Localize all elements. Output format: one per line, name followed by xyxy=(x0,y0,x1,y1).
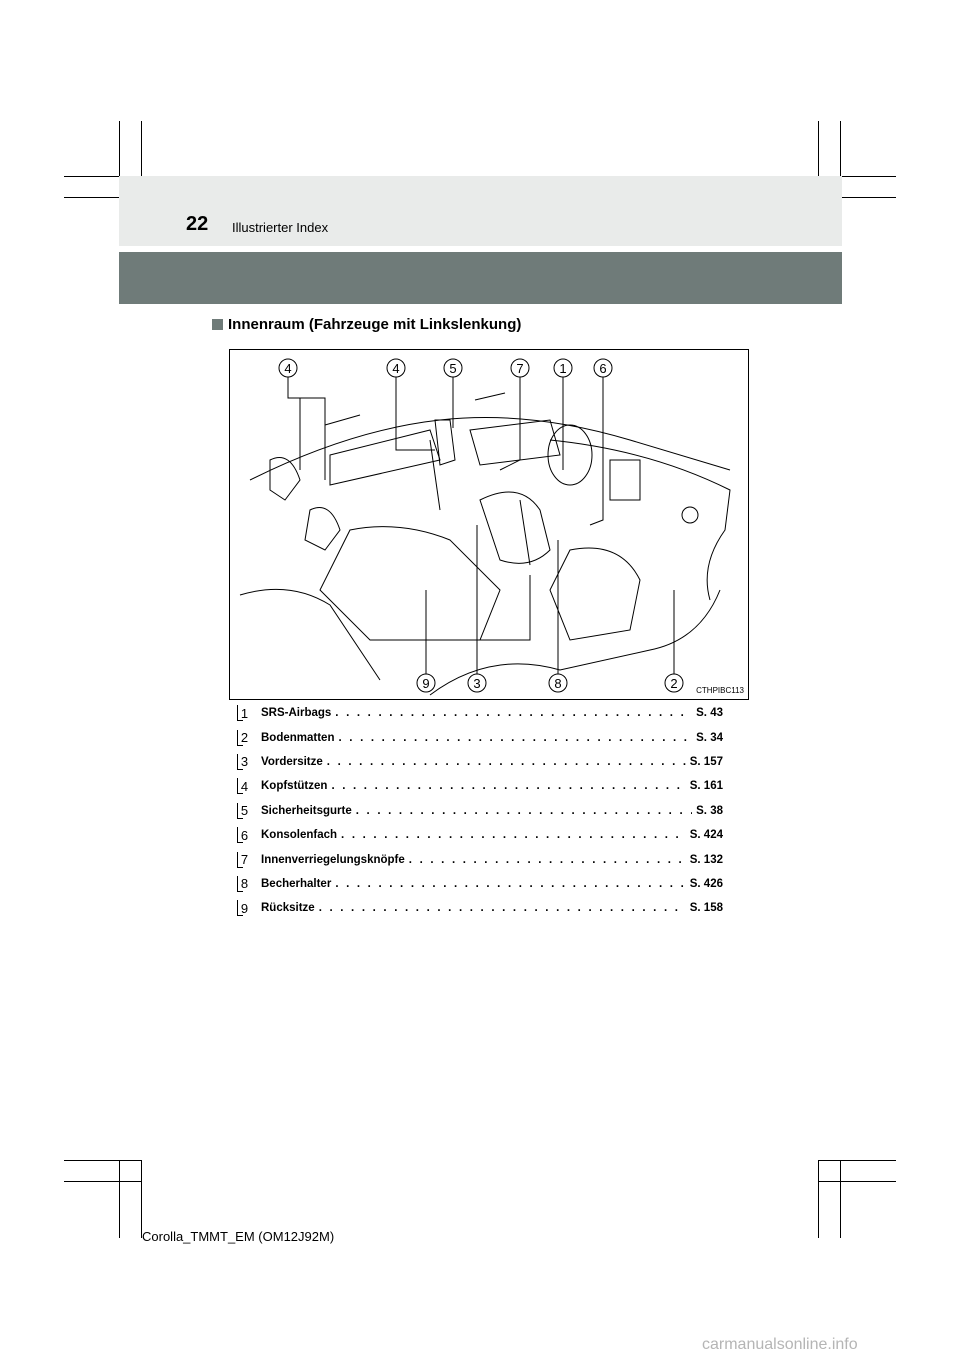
headrest-shape xyxy=(305,508,340,551)
leader-dots xyxy=(409,854,686,866)
legend-label: Rücksitze xyxy=(261,902,315,915)
legend-number: 6 xyxy=(237,827,252,843)
legend-item xyxy=(237,823,723,847)
grab-handle-shape xyxy=(475,393,505,400)
leader-dots xyxy=(335,878,685,890)
legend-page-ref: S. 34 xyxy=(696,731,723,744)
crop-mark xyxy=(818,1160,896,1161)
rear-window-shape xyxy=(330,430,440,485)
legend-label: Kopfstützen xyxy=(261,780,328,793)
legend-number: 1 xyxy=(237,705,252,721)
crop-mark xyxy=(64,1181,142,1182)
legend-number: 8 xyxy=(237,876,252,892)
callout-6: 6 xyxy=(599,361,607,376)
document-id: Corolla_TMMT_EM (OM12J92M) xyxy=(142,1229,335,1244)
front-window-shape xyxy=(470,420,560,465)
legend-page-ref: S. 157 xyxy=(689,755,723,768)
legend-page-ref: S. 38 xyxy=(696,804,723,817)
leader-dots xyxy=(338,732,692,744)
leader-dots xyxy=(319,902,686,914)
callout-5: 5 xyxy=(449,361,457,376)
callout-1: 1 xyxy=(559,361,567,376)
callout-7: 7 xyxy=(516,361,524,376)
heading-square-icon xyxy=(212,319,223,330)
callout-4a: 4 xyxy=(284,361,292,376)
section-heading-text: Innenraum (Fahrzeuge mit Linkslenkung) xyxy=(228,316,522,333)
legend-number: 9 xyxy=(237,900,252,916)
vent-shape xyxy=(682,507,698,523)
legend-item xyxy=(237,750,723,774)
legend-page-ref: S. 424 xyxy=(689,829,723,842)
legend-label: Innenverriegelungsknöpfe xyxy=(261,853,405,866)
center-console-shape xyxy=(610,460,640,500)
legend-label: SRS-Airbags xyxy=(261,707,332,720)
steering-wheel-shape xyxy=(548,425,592,485)
callout-8: 8 xyxy=(554,676,562,691)
legend-page-ref: S. 426 xyxy=(689,877,723,890)
crop-mark xyxy=(64,1160,142,1161)
legend-number: 7 xyxy=(237,852,252,868)
roof-line-shape xyxy=(250,418,730,481)
interior-illustration xyxy=(229,349,749,700)
crop-mark xyxy=(119,1160,120,1238)
legend-label: Konsolenfach xyxy=(261,829,338,842)
legend-number: 4 xyxy=(237,778,252,794)
legend-item xyxy=(237,725,723,749)
legend-number: 5 xyxy=(237,803,252,819)
legend-item xyxy=(237,701,723,725)
legend-item xyxy=(237,872,723,896)
legend-list xyxy=(237,701,723,921)
page-number: 22 xyxy=(186,213,209,235)
legend-label: Bodenmatten xyxy=(261,731,335,744)
legend-item xyxy=(237,774,723,798)
header-band xyxy=(119,176,842,246)
legend-label: Vordersitze xyxy=(261,755,323,768)
grab-handle-shape xyxy=(325,415,360,425)
front-seat-shape xyxy=(550,548,640,640)
leader-dots xyxy=(356,805,692,817)
leader-dots xyxy=(331,780,685,792)
seatbelt-pillar-shape xyxy=(435,420,455,465)
leader-dots xyxy=(341,829,686,841)
legend-page-ref: S. 161 xyxy=(689,780,723,793)
legend-page-ref: S. 158 xyxy=(689,902,723,915)
crop-mark xyxy=(840,1160,841,1238)
callout-4b: 4 xyxy=(392,361,400,376)
callout-2: 2 xyxy=(670,676,678,691)
legend-item xyxy=(237,896,723,920)
legend-page-ref: S. 132 xyxy=(689,853,723,866)
illustration-code: CTHPIBC113 xyxy=(696,686,744,695)
leader-dots xyxy=(335,707,692,719)
legend-item xyxy=(237,847,723,871)
car-interior-drawing xyxy=(230,350,750,701)
legend-page-ref: S. 43 xyxy=(696,707,723,720)
legend-item xyxy=(237,799,723,823)
door-line-shape xyxy=(520,500,530,565)
crop-mark xyxy=(818,1160,819,1238)
leader-dots xyxy=(327,756,686,768)
crop-mark xyxy=(141,1160,142,1238)
callout-9: 9 xyxy=(422,676,430,691)
header-bar xyxy=(119,252,842,304)
legend-label: Becherhalter xyxy=(261,877,332,890)
rear-seat-shape xyxy=(320,527,500,640)
legend-number: 2 xyxy=(237,730,252,746)
watermark: carmanualsonline.info xyxy=(702,1336,858,1353)
legend-label: Sicherheitsgurte xyxy=(261,804,352,817)
legend-number: 3 xyxy=(237,754,252,770)
section-name: Illustrierter Index xyxy=(232,220,329,235)
section-heading xyxy=(212,316,521,333)
front-seat-shape xyxy=(480,492,550,563)
crop-mark xyxy=(818,1181,896,1182)
callout-3: 3 xyxy=(473,676,481,691)
